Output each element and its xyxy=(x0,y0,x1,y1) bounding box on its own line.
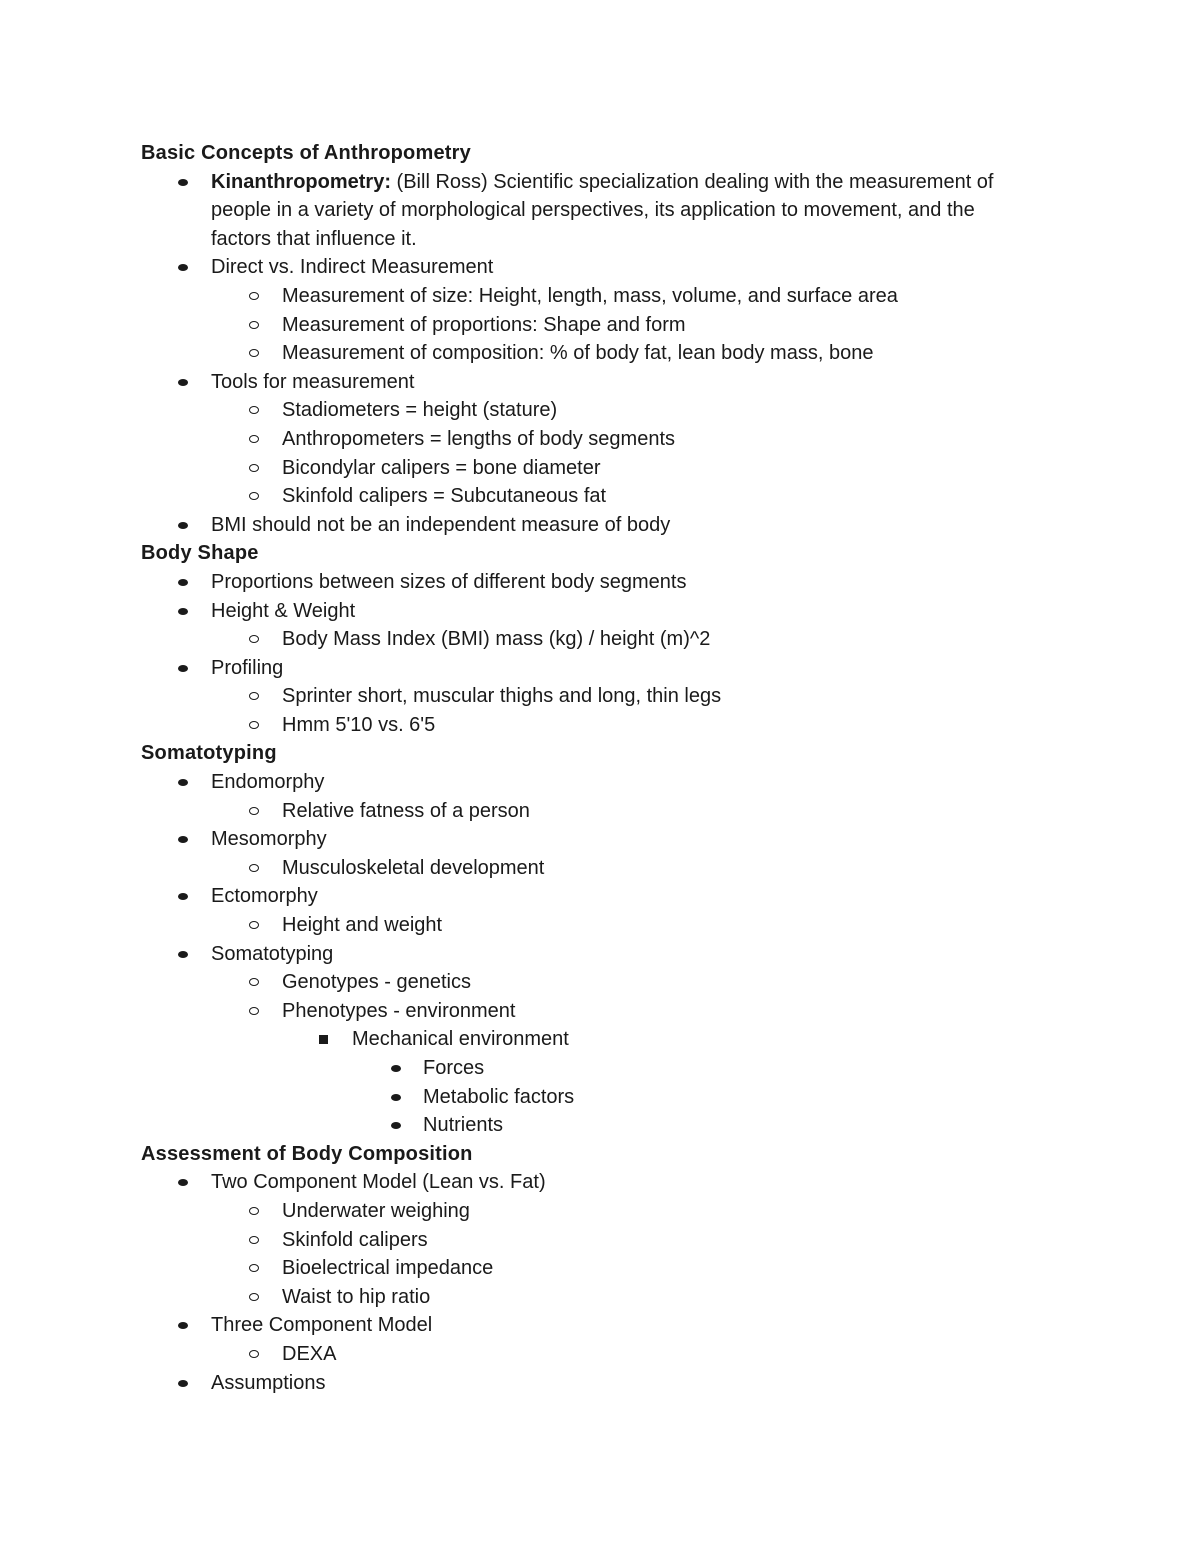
disc-bullet-icon xyxy=(178,379,188,386)
disc-bullet-icon xyxy=(178,665,188,672)
list-item xyxy=(0,511,1200,540)
list-item xyxy=(0,568,1200,597)
list-item-text: Sprinter short, muscular thighs and long, thin legs xyxy=(282,685,722,708)
disc-bullet-icon xyxy=(178,893,188,900)
disc-bullet-icon xyxy=(178,179,188,186)
list-item xyxy=(0,482,1200,511)
list-item xyxy=(0,625,1200,654)
circle-bullet-icon xyxy=(249,1207,259,1215)
list-item xyxy=(0,797,1200,826)
list-item xyxy=(0,682,1200,711)
list-item-text: Bicondylar calipers = bone diameter xyxy=(282,456,601,479)
circle-bullet-icon xyxy=(249,292,259,300)
disc-bullet-icon xyxy=(178,951,188,958)
list-item-text: Underwater weighing xyxy=(282,1199,470,1222)
circle-bullet-icon xyxy=(249,321,259,329)
disc-bullet-icon xyxy=(178,522,188,529)
list-item xyxy=(0,940,1200,969)
list-item xyxy=(0,1369,1200,1398)
circle-bullet-icon xyxy=(249,1264,259,1272)
list-item-text: Mechanical environment xyxy=(352,1028,569,1051)
list-item-text: Tools for measurement xyxy=(211,370,415,393)
list-item-text: Measurement of size: Height, length, mass, volume, and surface area xyxy=(282,284,898,307)
list-item-text: Height and weight xyxy=(282,914,443,937)
disc-bullet-icon xyxy=(391,1122,401,1129)
list-item-text: Measurement of proportions: Shape and form xyxy=(282,313,686,336)
list-item-continuation: people in a variety of morphological perspectives, its application to movement, and the xyxy=(211,199,975,222)
document xyxy=(0,139,1200,1397)
disc-bullet-icon xyxy=(178,264,188,271)
list-item-text: Height & Weight xyxy=(211,599,356,622)
list-item-text: Hmm 5'10 vs. 6'5 xyxy=(282,713,436,736)
list-item xyxy=(0,1083,1200,1112)
list-item-text: Ectomorphy xyxy=(211,885,318,908)
list-item xyxy=(0,997,1200,1026)
list-item-text: Anthropometers = lengths of body segments xyxy=(282,427,676,450)
circle-bullet-icon xyxy=(249,492,259,500)
list-item xyxy=(0,854,1200,883)
circle-bullet-icon xyxy=(249,464,259,472)
list-item-text: Genotypes - genetics xyxy=(282,971,471,994)
list-item xyxy=(0,396,1200,425)
list-item xyxy=(0,1054,1200,1083)
circle-bullet-icon xyxy=(249,921,259,929)
list-item xyxy=(0,1111,1200,1140)
disc-bullet-icon xyxy=(178,1179,188,1186)
list-item-text: Direct vs. Indirect Measurement xyxy=(211,256,494,279)
term-kinanthropometry: Kinanthropometry: xyxy=(211,170,391,193)
list-item xyxy=(0,911,1200,940)
list-item-text: Skinfold calipers = Subcutaneous fat xyxy=(282,485,607,508)
list-item xyxy=(0,1283,1200,1312)
list-item-text: Assumptions xyxy=(211,1371,326,1394)
circle-bullet-icon xyxy=(249,692,259,700)
list-item xyxy=(0,425,1200,454)
circle-bullet-icon xyxy=(249,807,259,815)
list-item xyxy=(0,1025,1200,1054)
list-item-continuation: factors that influence it. xyxy=(211,227,417,250)
list-item-text: Stadiometers = height (stature) xyxy=(282,399,558,422)
section-heading: Somatotyping xyxy=(141,742,277,765)
list-item-text: (Bill Ross) Scientific specialization dealing with the measurement of xyxy=(391,170,994,193)
list-item-text: Three Component Model xyxy=(211,1314,433,1337)
list-item-text: Bioelectrical impedance xyxy=(282,1257,494,1280)
circle-bullet-icon xyxy=(249,349,259,357)
circle-bullet-icon xyxy=(249,435,259,443)
list-item xyxy=(0,768,1200,797)
circle-bullet-icon xyxy=(249,978,259,986)
list-item xyxy=(0,1254,1200,1283)
list-item-text: DEXA xyxy=(282,1342,337,1365)
disc-bullet-icon xyxy=(178,836,188,843)
disc-bullet-icon xyxy=(178,608,188,615)
list-item xyxy=(0,311,1200,340)
list-item-text: Waist to hip ratio xyxy=(282,1285,431,1308)
list-item-text: Phenotypes - environment xyxy=(282,999,516,1022)
circle-bullet-icon xyxy=(249,1293,259,1301)
circle-bullet-icon xyxy=(249,1007,259,1015)
list-item xyxy=(0,282,1200,311)
list-item-text: Profiling xyxy=(211,656,284,679)
section-heading: Assessment of Body Composition xyxy=(141,1142,473,1165)
list-item-text: Measurement of composition: % of body fat, lean body mass, bone xyxy=(282,342,874,365)
list-item xyxy=(0,253,1200,282)
circle-bullet-icon xyxy=(249,635,259,643)
section-heading: Body Shape xyxy=(141,542,259,565)
list-item-text: Somatotyping xyxy=(211,942,334,965)
disc-bullet-icon xyxy=(178,579,188,586)
list-item xyxy=(0,168,1200,197)
list-item-text: Endomorphy xyxy=(211,771,325,794)
list-item xyxy=(0,825,1200,854)
list-item xyxy=(0,1168,1200,1197)
list-item xyxy=(0,339,1200,368)
square-bullet-icon xyxy=(319,1035,328,1044)
list-item xyxy=(0,968,1200,997)
list-item xyxy=(0,654,1200,683)
circle-bullet-icon xyxy=(249,721,259,729)
disc-bullet-icon xyxy=(178,1322,188,1329)
circle-bullet-icon xyxy=(249,864,259,872)
list-item-text: Forces xyxy=(423,1057,485,1079)
disc-bullet-icon xyxy=(178,779,188,786)
list-item-text: Mesomorphy xyxy=(211,828,327,851)
disc-bullet-icon xyxy=(391,1065,401,1072)
circle-bullet-icon xyxy=(249,1236,259,1244)
list-item-text: Proportions between sizes of different body segments xyxy=(211,570,687,593)
list-item xyxy=(0,711,1200,740)
list-item xyxy=(0,597,1200,626)
section-heading: Basic Concepts of Anthropometry xyxy=(141,142,471,164)
list-item xyxy=(0,1340,1200,1369)
list-item-text: Musculoskeletal development xyxy=(282,856,545,879)
list-item-text: Skinfold calipers xyxy=(282,1228,428,1251)
circle-bullet-icon xyxy=(249,1350,259,1358)
list-item-text: Two Component Model (Lean vs. Fat) xyxy=(211,1171,546,1194)
list-item-text: Metabolic factors xyxy=(423,1085,575,1108)
list-item xyxy=(0,1197,1200,1226)
list-item-text: Body Mass Index (BMI) mass (kg) / height (m)^2 xyxy=(282,628,711,651)
list-item xyxy=(0,1226,1200,1255)
list-item xyxy=(0,368,1200,397)
disc-bullet-icon xyxy=(391,1094,401,1101)
list-item-text: Nutrients xyxy=(423,1114,504,1137)
list-item-text: Relative fatness of a person xyxy=(282,799,530,822)
list-item xyxy=(0,454,1200,483)
disc-bullet-icon xyxy=(178,1380,188,1387)
list-item xyxy=(0,882,1200,911)
list-item-text: BMI should not be an independent measure of body xyxy=(211,513,671,536)
circle-bullet-icon xyxy=(249,406,259,414)
list-item xyxy=(0,1311,1200,1340)
